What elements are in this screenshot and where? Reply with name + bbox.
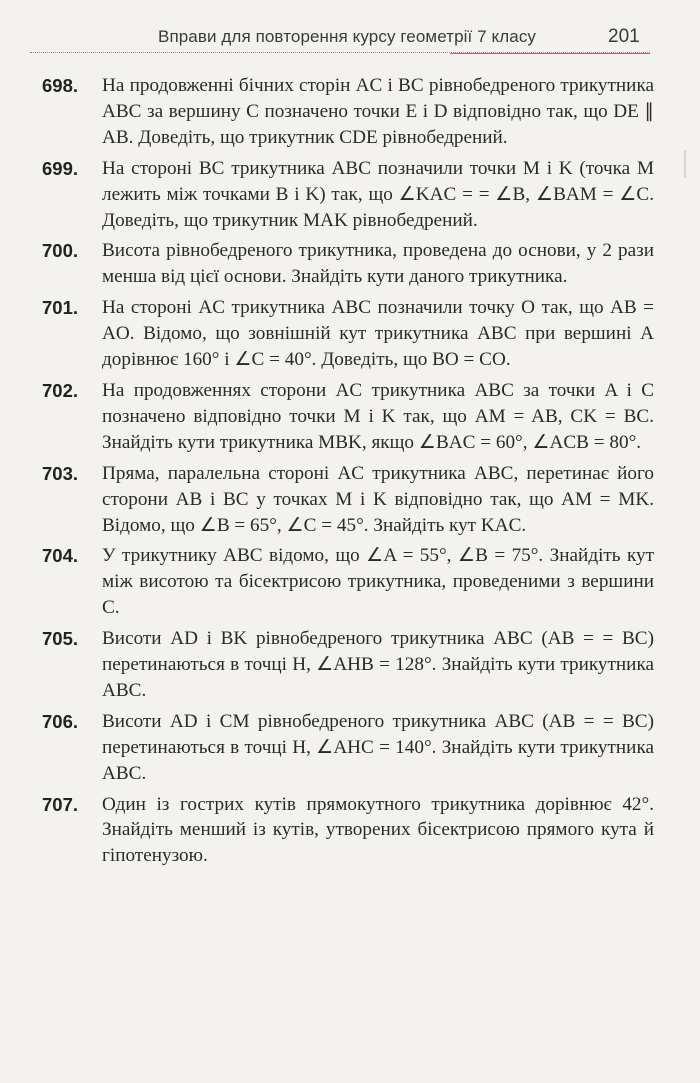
margin-mark	[684, 150, 686, 178]
exercise-number: 703.	[42, 462, 79, 484]
exercise-number: 700.	[42, 240, 79, 262]
header-accent-line	[450, 53, 650, 54]
page-header	[0, 0, 700, 60]
exercise-number: 707.	[42, 793, 79, 815]
exercise-702	[42, 378, 654, 456]
exercise-705	[42, 626, 654, 704]
exercise-number: 702.	[42, 379, 79, 401]
exercise-text: Один із гострих кутів прямокутного трикутника дорівнює 42°. Знайдіть менший із кутів, утворених бісектрисою прямого кута й гіпотенузою.	[102, 793, 654, 867]
exercise-698	[42, 73, 654, 151]
exercise-text: На стороні AC трикутника ABC позначили точку O так, що AB = AO. Відомо, що зовнішній кут трикутника ABC при вершині A дорівнює 160° і ∠C = 40°. Доведіть, що BO = CO.	[102, 297, 654, 371]
running-title: Вправи для повторення курсу геометрії 7 класу	[158, 27, 537, 46]
exercise-list	[42, 73, 654, 874]
exercise-text: Пряма, паралельна стороні AC трикутника ABC, перетинає його сторони AB і BC у точках M і K відповідно так, що AM = MK. Відомо, що ∠B = 65°, ∠C = 45°. Знайдіть кут KAC.	[102, 462, 654, 536]
exercise-700	[42, 238, 654, 290]
page-number: 201	[608, 26, 640, 47]
exercise-text: Висоти AD і BK рівнобедреного трикутника ABC (AB = = BC) перетинаються в точці H, ∠AHB = 128°. Знайдіть кути трикутника ABC.	[102, 628, 654, 701]
exercise-number: 698.	[42, 75, 79, 96]
exercise-text: На стороні BC трикутника ABC позначили точки M і K (точка M лежить між точками B і K) так, що ∠KAC = = ∠B, ∠BAM = ∠C. Доведіть, що трикутник MAK рівнобедрений.	[102, 157, 654, 231]
exercise-701	[42, 295, 654, 373]
exercise-text: У трикутнику ABC відомо, що ∠A = 55°, ∠B = 75°. Знайдіть кут між висотою та бісектрисою трикутника, проведеними з вершини C.	[102, 545, 654, 619]
exercise-number: 701.	[42, 297, 79, 319]
exercise-707	[42, 792, 654, 870]
exercise-number: 706.	[42, 710, 79, 732]
exercise-number: 704.	[42, 545, 79, 567]
exercise-text: На продовженнях сторони AC трикутника ABC за точки A і C позначено відповідно точки M і K так, що AM = AB, CK = BC. Знайдіть кути трикутника MBK, якщо ∠BAC = 60°, ∠ACB = 80°.	[102, 379, 654, 453]
exercise-704	[42, 543, 654, 621]
exercise-text: Висота рівнобедреного трикутника, проведена до основи, у 2 рази менша від цієї основи. Знайдіть кути даного трикутника.	[102, 240, 654, 288]
exercise-number: 699.	[42, 157, 79, 179]
exercise-706	[42, 709, 654, 787]
exercise-text: Висоти AD і CM рівнобедреного трикутника ABC (AB = = BC) перетинаються в точці H, ∠AHC = 140°. Знайдіть кути трикутника ABC.	[102, 710, 654, 784]
exercise-699	[42, 156, 654, 234]
exercise-number: 705.	[42, 628, 79, 650]
exercise-703	[42, 461, 654, 539]
exercise-text: На продовженні бічних сторін AC і BC рівнобедреного трикутника ABC за вершину C позначено точки E і D відповідно так, що DE ∥ AB. Доведіть, що трикутник CDE рівнобедрений.	[102, 75, 654, 148]
